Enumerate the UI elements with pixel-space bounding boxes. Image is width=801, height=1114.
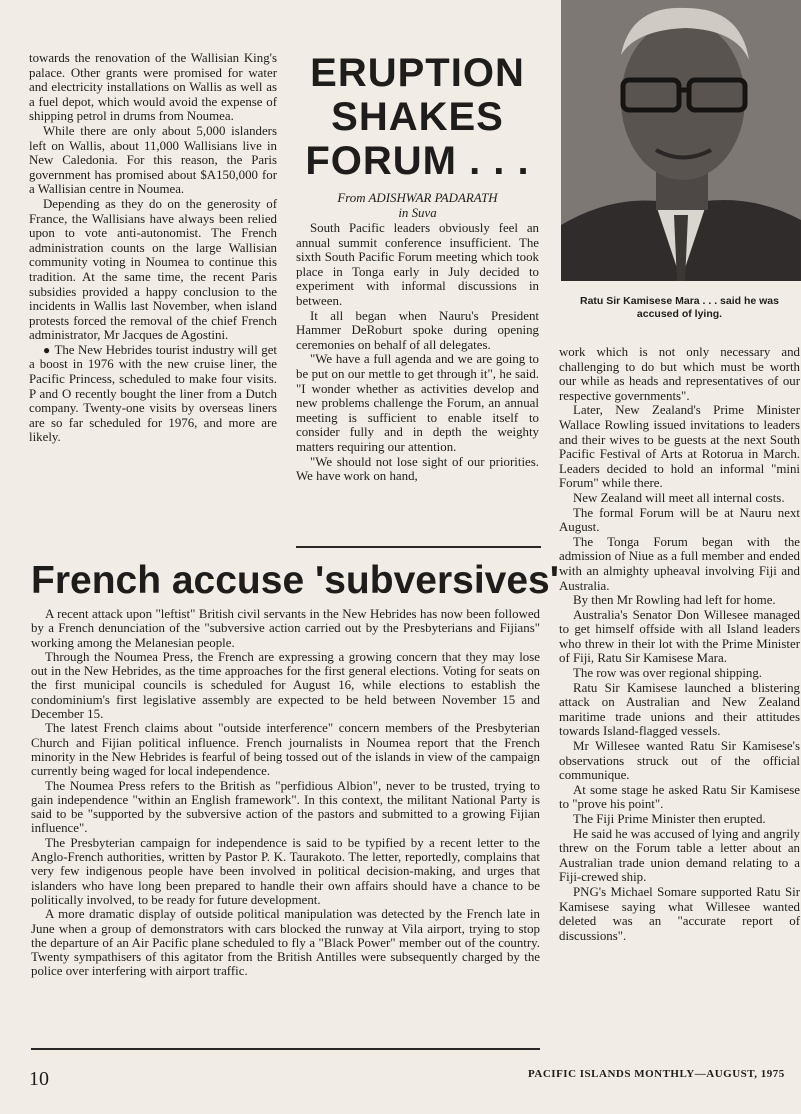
article-paragraph: The Tonga Forum began with the admission of Niue as a full member and ended with an almighty upheaval involving Fiji and Australia. (559, 534, 800, 593)
byline (296, 191, 539, 221)
section-divider (31, 1048, 540, 1050)
article-paragraph: The row was over regional shipping. (573, 666, 763, 681)
article-paragraph: At some stage he asked Ratu Sir Kamisese to "prove his point". (559, 782, 800, 812)
article-paragraph: Mr Willesee wanted Ratu Sir Kamisese's observations struck out of the official communique. (559, 739, 800, 783)
portrait-illustration (561, 0, 801, 281)
article-paragraph: He said he was accused of lying and angrily threw on the Forum table a letter about an Australian trade union demand relating to a Fiji-crewed ship. (559, 826, 800, 885)
headline-line: FORUM . . . (305, 139, 530, 183)
section-divider (296, 546, 541, 548)
eruption-headline (296, 51, 539, 183)
article-paragraph: "We have a full agenda and we are going to be put on our mettle to get through it", he said. "I wonder whether as activities develop and new problems challenge the Forum, an annual meeting is sufficient to enable itself to consider fully and in depth the weighty matters requiring our attention. (296, 352, 539, 454)
bullet-icon: ● (43, 342, 51, 357)
article-paragraph: Australia's Senator Don Willesee managed to get himself offside with all Island leaders who threw in their lot with the Prime Minister of Fiji, Ratu Sir Kamisese Mara. (559, 607, 800, 666)
wallis-article-column (29, 51, 277, 445)
article-paragraph: New Zealand will meet all internal costs. (573, 490, 785, 505)
article-paragraph: "We should not lose sight of our priorities. We have work on hand, (296, 454, 539, 484)
article-paragraph: The formal Forum will be at Nauru next August. (559, 505, 800, 535)
bullet-paragraph (29, 343, 277, 445)
article-paragraph: Depending as they do on the generosity of France, the Wallisians have always been relied upon to vote anti-autonomist. The French administration counts on the large Wallisian community voting in Noumea to continue this tradition. At the same time, the recent Paris subsidies provided a happy conclusion to the incidents in Wallis last November, when island protests forced the removal of the chief French administrator, Mr Jacques de Agostini. (29, 196, 277, 343)
article-paragraph: While there are only about 5,000 islanders left on Wallis, about 11,000 Wallisians live in New Caledonia. For this reason, the Paris government has promised about $A150,000 for a Wallisian centre in Noumea. (29, 123, 277, 197)
headline-line: SHAKES (331, 95, 504, 139)
eruption-continuation-column (559, 345, 800, 943)
article-paragraph: Through the Noumea Press, the French are expressing a growing concern that they may lose out in the New Hebrides, as the time approaches for the first general elections. Voting for seats on the first municipal councils is scheduled for August 16, while elections to establish the condominium's first legislative assembly are expected to be held between November 15 and December 15. (31, 649, 540, 722)
byline-author: From ADISHWAR PADARATH (337, 191, 498, 205)
article-paragraph: PNG's Michael Somare supported Ratu Sir Kamisese saying what Willesee wanted deleted was an "accurate report of discussions". (559, 884, 800, 943)
article-paragraph: The latest French claims about "outside interference" concern members of the Presbyterian Church and Fijian political influence. French journalists in Noumea report that the French minority in the New Hebrides is fearful of being tossed out of the islands in view of the campaign currently being waged for local independence. (31, 721, 540, 779)
headline-line: ERUPTION (310, 51, 525, 95)
article-paragraph: By then Mr Rowling had left for home. (573, 593, 776, 608)
publication-footer: PACIFIC ISLANDS MONTHLY—AUGUST, 1975 (528, 1068, 785, 1080)
article-paragraph: work which is not only necessary and challenging to do but which must be worth our while as heads and representatives of our respective governments". (559, 345, 800, 403)
article-paragraph: Ratu Sir Kamisese launched a blistering attack on Australian and New Zealand maritime trade unions and their attitudes towards Island-flagged vessels. (559, 680, 800, 739)
article-paragraph: The Fiji Prime Minister then erupted. (573, 812, 766, 826)
french-article-body (31, 607, 540, 979)
french-headline: French accuse 'subversives' (31, 559, 560, 602)
page-number: 10 (29, 1068, 49, 1090)
article-paragraph: A recent attack upon "leftist" British civil servants in the New Hebrides has now been followed by a French denunciation of the "subversive action carried out by the Presbyterians and Fijians" working among the Melanesian people. (31, 607, 540, 650)
eruption-article-column (296, 51, 539, 484)
article-paragraph: It all began when Nauru's President Hammer DeRoburt spoke during opening ceremonies on behalf of all delegates. (296, 308, 539, 352)
article-paragraph: The Presbyterian campaign for independence is said to be typified by a recent letter to the Anglo-French authorities, written by Pastor P. K. Taurakoto. The letter, reportedly, complains that very few indigenous people have been involved in political decision-making, and urges that islanders who have long been prepared to handle their own affairs should have a chance to be politically involved, to be ready for future development. (31, 835, 540, 907)
photo-caption: Ratu Sir Kamisese Mara . . . said he was accused of lying. (579, 295, 779, 320)
article-paragraph: The Noumea Press refers to the British as "perfidious Albion", never to be trusted, trying to gain independence "within an English framework". In this context, the militant National Party is said to be "supported by the subversive action of the pastors and submitted to a growing Fijian influence". (31, 778, 540, 836)
article-paragraph: Later, New Zealand's Prime Minister Wallace Rowling issued invitations to leaders and their wives to be guests at the next South Pacific Festival of Arts at Rotorua in March. Leaders decided to hold an informal "mini Forum" while there. (559, 403, 800, 491)
article-paragraph: South Pacific leaders obviously feel an annual summit conference insufficient. The sixth South Pacific Forum meeting which took place in Tonga early in July decided to experiment with informal discussions in between. (296, 221, 539, 308)
article-paragraph: towards the renovation of the Wallisian King's palace. Other grants were promised for water and electricity installations on Wallis as well as a fuel depot, which would avoid the expense of shipping petrol in drums from Noumea. (29, 51, 277, 124)
bullet-paragraph-text: The New Hebrides tourist industry will get a boost in 1976 with the new cruise liner, the Pacific Princess, scheduled to make four visits. P and O recently bought the liner from a Dutch company. Twenty-one visits by overseas liners are so far scheduled for 1976, and more are likely. (29, 342, 278, 445)
byline-location: in Suva (398, 206, 437, 220)
portrait-photo (561, 0, 801, 281)
article-paragraph: A more dramatic display of outside political manipulation was detected by the French late in June when a group of demonstrators with cars blocked the runway at Vila airport, trying to stop the departure of an Air Pacific plane scheduled to fly a "Black Power" member out of the country. Twenty sympathisers of this agitator from the British Antilles were subsequently charged by the police over interfering with airport traffic. (31, 907, 540, 979)
